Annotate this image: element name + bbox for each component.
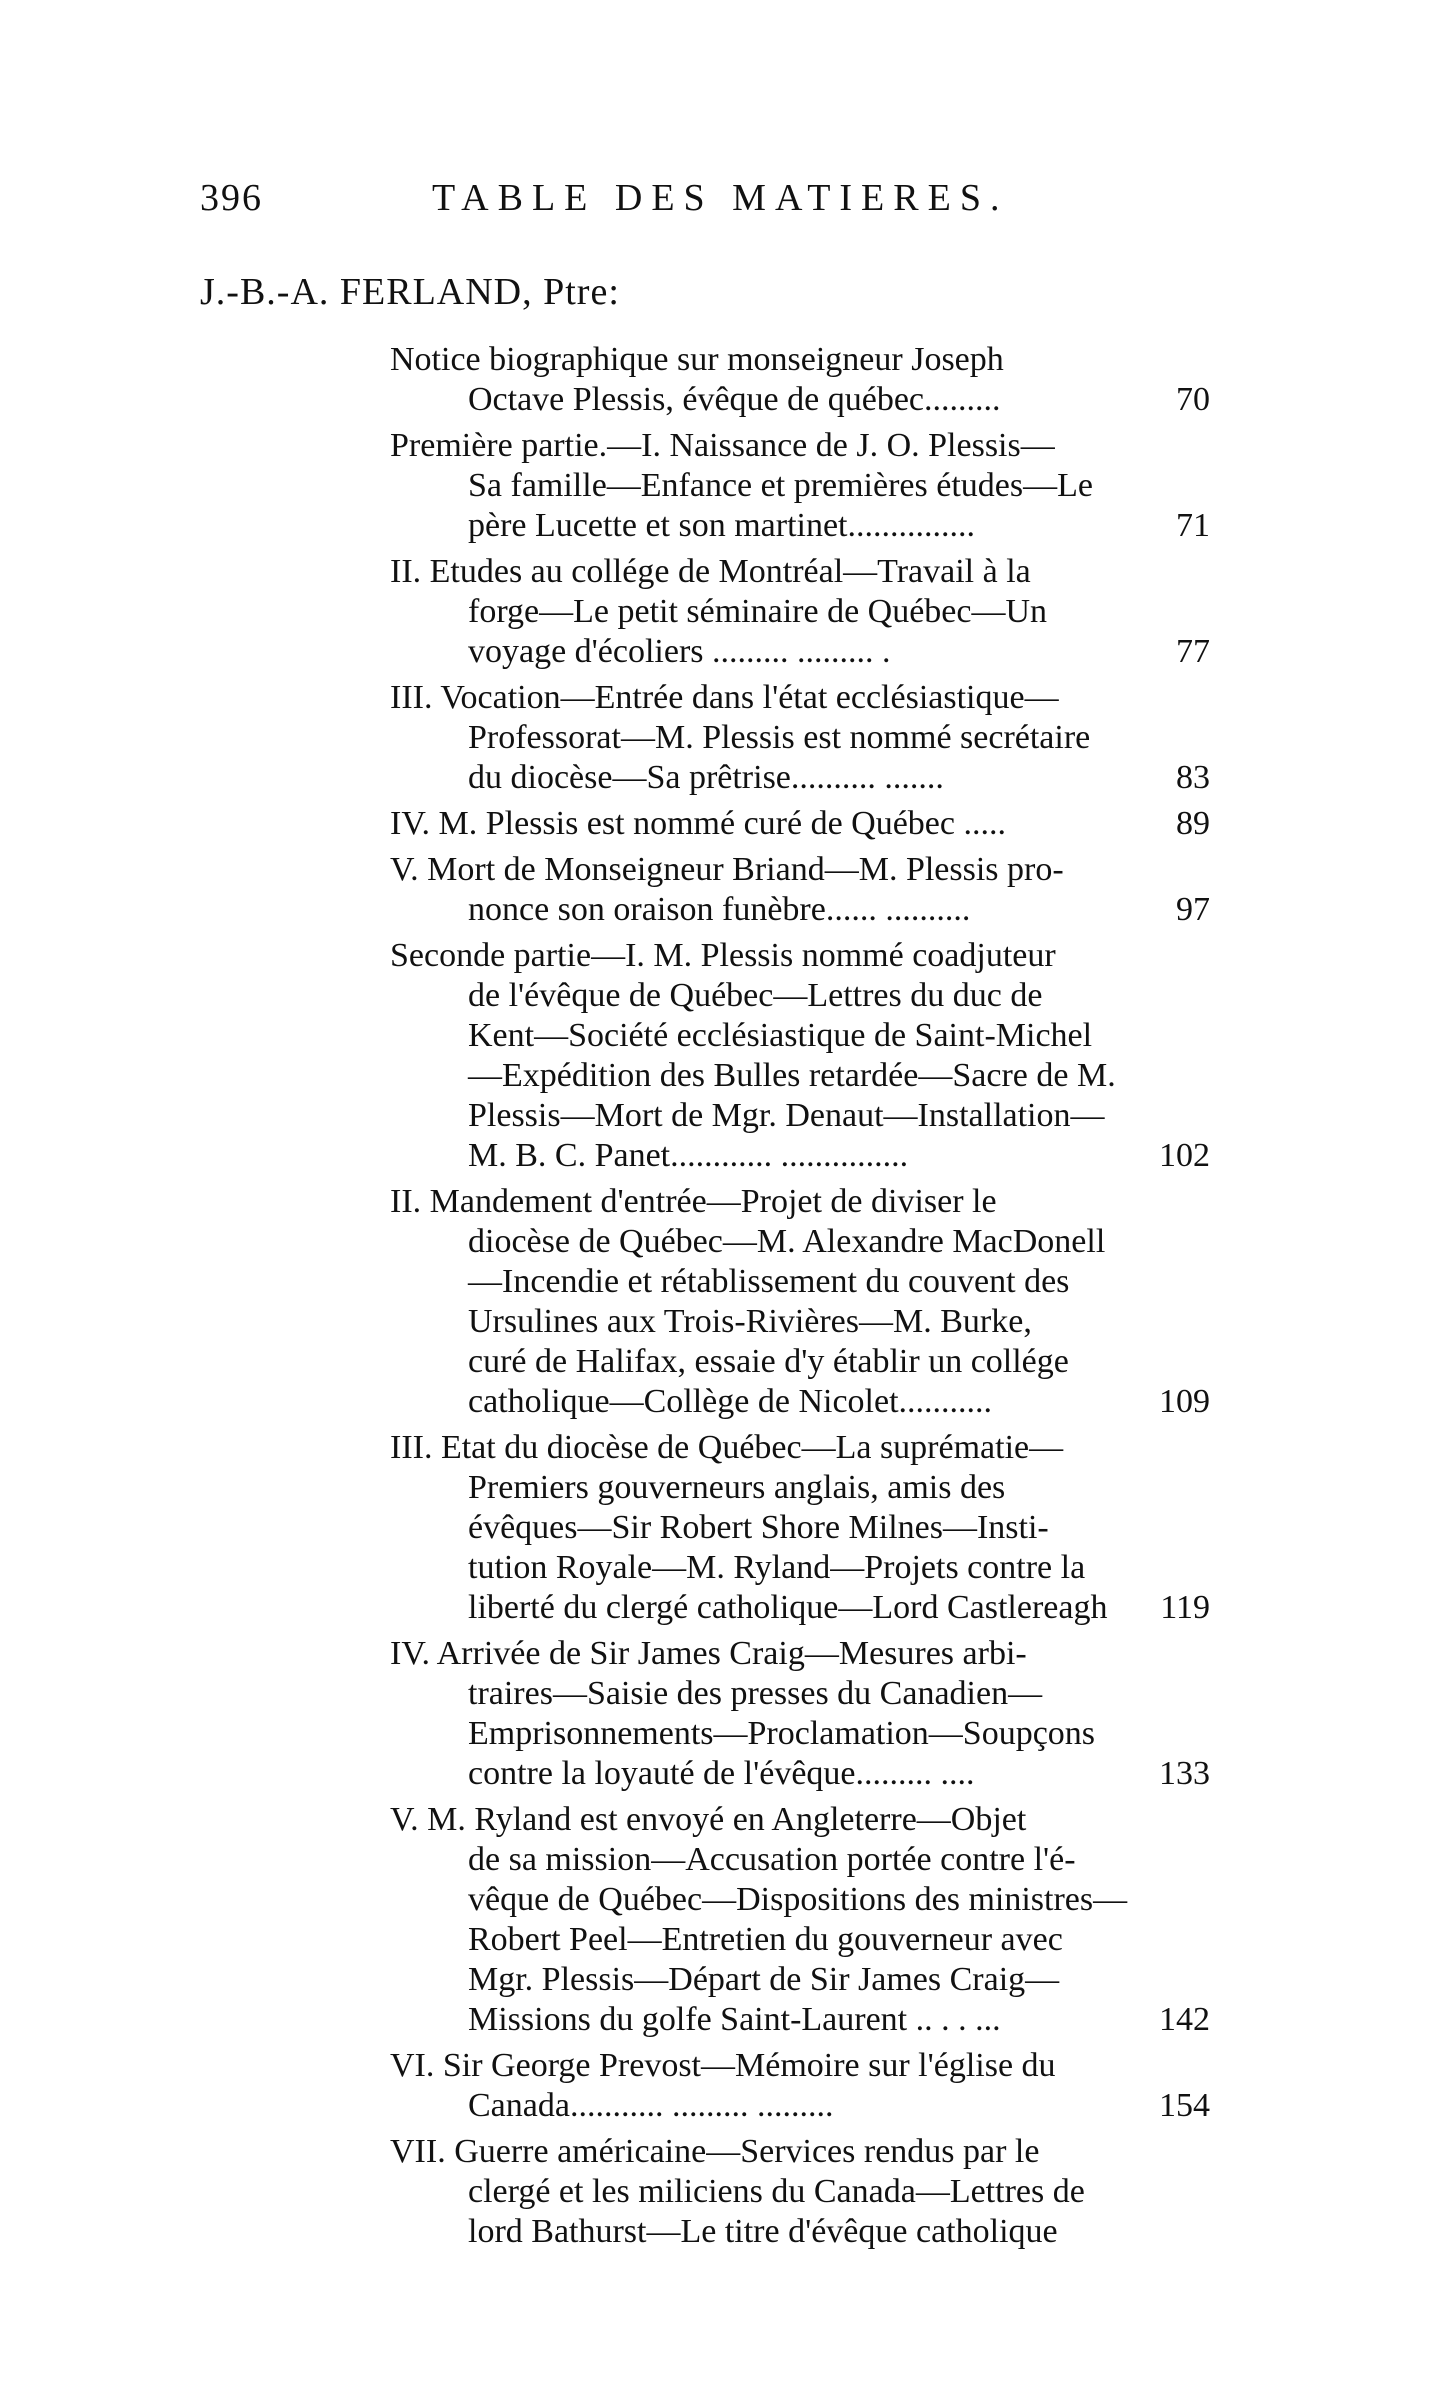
toc-entry-line: vêque de Québec—Dispositions des ministres— <box>468 1881 1128 1918</box>
toc-entry-line: Seconde partie—I. M. Plessis nommé coadjuteur <box>390 937 1056 974</box>
toc-entry-line: Missions du golfe Saint-Laurent .. . . ... 142 <box>468 2001 1210 2038</box>
toc-entry <box>390 1428 1210 1628</box>
toc-entry-line: III. Vocation—Entrée dans l'état ecclésiastique— <box>390 679 1059 716</box>
toc-page-number: 142 <box>1132 2000 1210 2040</box>
toc-entry-line: forge—Le petit séminaire de Québec—Un <box>468 593 1048 630</box>
toc-page-number: 83 <box>1132 758 1210 798</box>
toc-entry-line: VI. Sir George Prevost—Mémoire sur l'église du <box>390 2047 1056 2084</box>
toc-entry-line: Kent—Société ecclésiastique de Saint-Michel <box>468 1017 1093 1054</box>
toc-entry <box>390 552 1210 672</box>
toc-entry-line: IV. M. Plessis est nommé curé de Québec ..... 89 <box>390 805 1210 842</box>
toc-entry-line: II. Etudes au collége de Montréal—Travail à la <box>390 553 1031 590</box>
toc-entry-line: V. M. Ryland est envoyé en Angleterre—Objet <box>390 1801 1027 1838</box>
toc-entry-line: tution Royale—M. Ryland—Projets contre la <box>468 1549 1086 1586</box>
toc-entry-line: II. Mandement d'entrée—Projet de diviser le <box>390 1183 997 1220</box>
toc-page-number: 71 <box>1132 506 1210 546</box>
toc-page-number: 77 <box>1132 632 1210 672</box>
toc-entry-line: lord Bathurst—Le titre d'évêque catholique <box>468 2213 1058 2250</box>
toc-entry-line: Mgr. Plessis—Départ de Sir James Craig— <box>468 1961 1060 1998</box>
toc-entry-line: Plessis—Mort de Mgr. Denaut—Installation— <box>468 1097 1105 1134</box>
toc-entry <box>390 1634 1210 1794</box>
toc-entry-line: IV. Arrivée de Sir James Craig—Mesures arbi- <box>390 1635 1027 1672</box>
toc-page-number: 109 <box>1132 1382 1210 1422</box>
toc-entry <box>390 2046 1210 2126</box>
toc-entry-line: de l'évêque de Québec—Lettres du duc de <box>468 977 1043 1014</box>
toc-entry-line: Premiers gouverneurs anglais, amis des <box>468 1469 1006 1506</box>
table-of-contents <box>390 340 1210 2258</box>
toc-entry-line: Ursulines aux Trois-Rivières—M. Burke, <box>468 1303 1032 1340</box>
toc-entry <box>390 678 1210 798</box>
toc-entry-line: traires—Saisie des presses du Canadien— <box>468 1675 1043 1712</box>
toc-entry <box>390 1800 1210 2040</box>
toc-entry <box>390 340 1210 420</box>
toc-page-number: 102 <box>1132 1136 1210 1176</box>
toc-entry-line: III. Etat du diocèse de Québec—La suprématie— <box>390 1429 1064 1466</box>
toc-entry-line: Octave Plessis, évêque de québec......... 70 <box>468 381 1210 418</box>
page-number: 396 <box>200 177 263 219</box>
toc-entry-line: Première partie.—I. Naissance de J. O. Plessis— <box>390 427 1055 464</box>
toc-entry-line: père Lucette et son martinet............... 71 <box>468 507 1210 544</box>
toc-entry-line: Professorat—M. Plessis est nommé secrétaire <box>468 719 1091 756</box>
toc-entry-line: catholique—Collège de Nicolet........... 109 <box>468 1383 1210 1420</box>
toc-entry-line: V. Mort de Monseigneur Briand—M. Plessis pro- <box>390 851 1064 888</box>
toc-entry-line: curé de Halifax, essaie d'y établir un collége <box>468 1343 1069 1380</box>
toc-entry <box>390 850 1210 930</box>
toc-entry-line: contre la loyauté de l'évêque......... .... 133 <box>468 1755 1210 1792</box>
toc-entry-line: du diocèse—Sa prêtrise.......... ....... 83 <box>468 759 1210 796</box>
toc-page-number: 89 <box>1132 804 1210 844</box>
toc-entry-line: liberté du clergé catholique—Lord Castlereagh 119 <box>468 1589 1210 1626</box>
toc-page-number: 154 <box>1132 2086 1210 2126</box>
toc-entry-line: voyage d'écoliers ......... ......... . 77 <box>468 633 1210 670</box>
running-header <box>200 176 1200 236</box>
toc-entry <box>390 804 1210 844</box>
toc-page-number: 119 <box>1132 1588 1210 1628</box>
toc-entry-line: évêques—Sir Robert Shore Milnes—Insti- <box>468 1509 1049 1546</box>
toc-entry-line: Canada........... ......... ......... 154 <box>468 2087 1210 2124</box>
toc-entry-line: Notice biographique sur monseigneur Joseph <box>390 341 1004 378</box>
toc-entry <box>390 426 1210 546</box>
toc-entry-line: Emprisonnements—Proclamation—Soupçons <box>468 1715 1096 1752</box>
toc-entry-line: VII. Guerre américaine—Services rendus par le <box>390 2133 1040 2170</box>
toc-entry-line: —Incendie et rétablissement du couvent des <box>468 1263 1070 1300</box>
toc-page-number: 133 <box>1132 1754 1210 1794</box>
toc-entry <box>390 1182 1210 1422</box>
running-title: TABLE DES MATIERES. <box>432 177 1009 219</box>
toc-entry-line: de sa mission—Accusation portée contre l'é- <box>468 1841 1076 1878</box>
toc-page-number: 70 <box>1132 380 1210 420</box>
author-heading: J.-B.-A. FERLAND, Ptre: <box>200 271 620 313</box>
toc-entry <box>390 936 1210 1176</box>
toc-entry-line: —Expédition des Bulles retardée—Sacre de M. <box>468 1057 1116 1094</box>
toc-entry-line: clergé et les miliciens du Canada—Lettres de <box>468 2173 1085 2210</box>
toc-entry <box>390 2132 1210 2252</box>
toc-entry-line: Robert Peel—Entretien du gouverneur avec <box>468 1921 1063 1958</box>
toc-entry-line: Sa famille—Enfance et premières études—Le <box>468 467 1093 504</box>
toc-entry-line: M. B. C. Panet............ ............... 102 <box>468 1137 1210 1174</box>
toc-entry-line: diocèse de Québec—M. Alexandre MacDonell <box>468 1223 1106 1260</box>
toc-page-number: 97 <box>1132 890 1210 930</box>
toc-entry-line: nonce son oraison funèbre...... .......... 97 <box>468 891 1210 928</box>
